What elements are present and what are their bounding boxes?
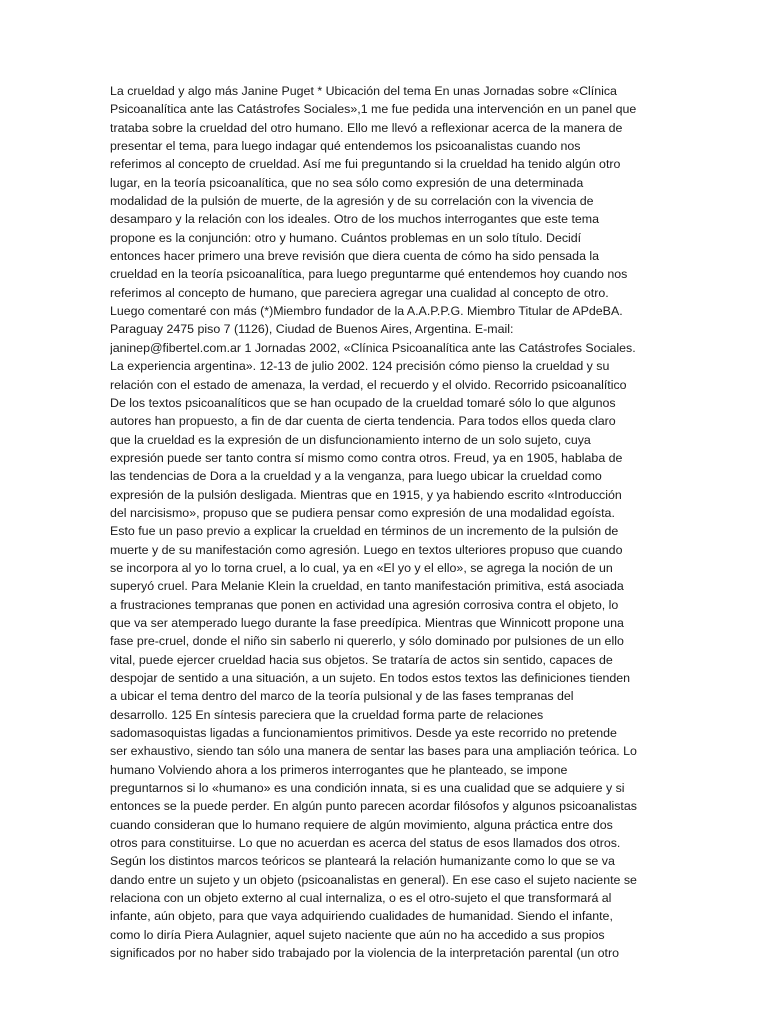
- text-line: janinep@fibertel.com.ar 1 Jornadas 2002, «Clínica Psicoanalítica ante las Catástrofes Sociales.: [110, 340, 636, 355]
- text-line: las tendencias de Dora a la crueldad y a la venganza, para luego ubicar la crueldad como: [110, 469, 602, 484]
- text-line: superyó cruel. Para Melanie Klein la crueldad, en tanto manifestación primitiva, está asociada: [110, 579, 624, 594]
- text-line: humano Volviendo ahora a los primeros interrogantes que he planteado, se impone: [110, 762, 568, 777]
- text-line: expresión puede ser tanto contra sí mismo como contra otros. Freud, ya en 1905, hablaba de: [110, 450, 623, 465]
- text-line: relación con el estado de amenaza, la verdad, el recuerdo y el olvido. Recorrido psicoanalítico: [110, 377, 627, 392]
- text-line: se incorpora al yo lo torna cruel, a lo cual, ya en «El yo y el ello», se agrega la noción de un: [110, 560, 613, 575]
- text-line: dando entre un sujeto y un objeto (psicoanalistas en general). En ese caso el sujeto naciente se: [110, 872, 637, 887]
- text-line: crueldad en la teoría psicoanalítica, para luego preguntarme qué entendemos hoy cuando nos: [110, 267, 628, 282]
- text-line: a frustraciones tempranas que ponen en actividad una agresión corrosiva contra el objeto, lo: [110, 597, 619, 612]
- text-line: modalidad de la pulsión de muerte, de la agresión y de su correlación con la vivencia de: [110, 194, 594, 209]
- text-line: que va ser atemperado luego durante la fase preedípica. Mientras que Winnicott propone una: [110, 615, 624, 630]
- text-line: propone es la conjunción: otro y humano. Cuántos problemas en un solo título. Decidí: [110, 230, 582, 245]
- text-line: desamparo y la relación con los ideales. Otro de los muchos interrogantes que este tema: [110, 212, 600, 227]
- text-line: presentar el tema, para luego indagar qué entendemos los psicoanalistas cuando nos: [110, 139, 581, 154]
- document-body-text: [110, 82, 658, 963]
- text-line: como lo diría Piera Aulagnier, aquel sujeto naciente que aún no ha accedido a sus propios: [110, 927, 605, 942]
- text-line: expresión de la pulsión desligada. Mientras que en 1915, y ya habiendo escrito «Introducción: [110, 487, 622, 502]
- text-line: sadomasoquistas ligadas a funcionamientos primitivos. Desde ya este recorrido no pretende: [110, 726, 617, 741]
- text-line: lugar, en la teoría psicoanalítica, que no sea sólo como expresión de una determinada: [110, 175, 584, 190]
- text-line: muerte y de su manifestación como agresión. Luego en textos ulteriores propuso que cuando: [110, 542, 623, 557]
- text-line: Luego comentaré con más (*)Miembro fundador de la A.A.P.P.G. Miembro Titular de APdeBA.: [110, 304, 623, 319]
- text-line: preguntarnos si lo «humano» es una condición innata, si es una cualidad que se adquiere y si: [110, 781, 625, 796]
- text-line: fase pre-cruel, donde el niño sin saberlo ni quererlo, y sólo dominado por pulsiones de un ello: [110, 634, 624, 649]
- text-line: relaciona con un objeto externo al cual internaliza, o es el otro-sujeto el que transformará al: [110, 891, 612, 906]
- text-line: del narcisismo», propuso que se pudiera pensar como expresión de una modalidad egoísta.: [110, 505, 615, 520]
- text-line: otros para constituirse. Lo que no acuerdan es acerca del status de esos llamados dos otros.: [110, 836, 621, 851]
- text-line: trataba sobre la crueldad del otro humano. Ello me llevó a reflexionar acerca de la manera de: [110, 120, 623, 135]
- text-line: La crueldad y algo más Janine Puget * Ubicación del tema En unas Jornadas sobre «Clínica: [110, 84, 617, 98]
- text-line: Psicoanalítica ante las Catástrofes Sociales»,1 me fue pedida una intervención en un panel que: [110, 102, 637, 117]
- text-line: Según los distintos marcos teóricos se planteará la relación humanizante como lo que se va: [110, 854, 615, 869]
- text-line: Esto fue un paso previo a explicar la crueldad en términos de un incremento de la pulsión de: [110, 524, 619, 539]
- text-line: entonces se la puede perder. En algún punto parecen acordar filósofos y algunos psicoanalistas: [110, 799, 637, 814]
- text-line: vital, puede ejercer crueldad hacia sus objetos. Se trataría de actos sin sentido, capaces de: [110, 652, 613, 667]
- text-line: despojar de sentido a una situación, a un sujeto. En todos estos textos las definiciones tienden: [110, 671, 631, 685]
- text-line: cuando consideran que lo humano requiere de algún movimiento, alguna práctica entre dos: [110, 817, 613, 832]
- text-line: Paraguay 2475 piso 7 (1126), Ciudad de Buenos Aires, Argentina. E-mail:: [110, 322, 514, 337]
- text-line: De los textos psicoanalíticos que se han ocupado de la crueldad tomaré sólo lo que algunos: [110, 395, 616, 410]
- text-line: referimos al concepto de humano, que pareciera agregar una cualidad al concepto de otro.: [110, 285, 609, 300]
- text-line: entonces hacer primero una breve revisión que diera cuenta de cómo ha sido pensada la: [110, 249, 600, 264]
- text-line: referimos al concepto de crueldad. Así me fui preguntando si la crueldad ha tenido algún otro: [110, 157, 621, 172]
- text-line: La experiencia argentina». 12-13 de julio 2002. 124 precisión cómo pienso la crueldad y su: [110, 359, 610, 374]
- text-line: autores han propuesto, a fin de dar cuenta de cierta tendencia. Para todos ellos queda claro: [110, 414, 616, 429]
- text-line: a ubicar el tema dentro del marco de la teoría pulsional y de las fases tempranas del: [110, 689, 574, 704]
- text-line: infante, aún objeto, para que vaya adquiriendo cualidades de humanidad. Siendo el infante,: [110, 909, 613, 924]
- text-line: ser exhaustivo, siendo tan sólo una manera de sentar las bases para una ampliación teórica. Lo: [110, 744, 637, 759]
- text-line: significados por no haber sido trabajado por la violencia de la interpretación parental (un otro: [110, 946, 620, 961]
- text-line: desarrollo. 125 En síntesis pareciera que la crueldad forma parte de relaciones: [110, 707, 544, 722]
- text-line: que la crueldad es la expresión de un disfuncionamiento interno de un solo sujeto, cuya: [110, 432, 591, 447]
